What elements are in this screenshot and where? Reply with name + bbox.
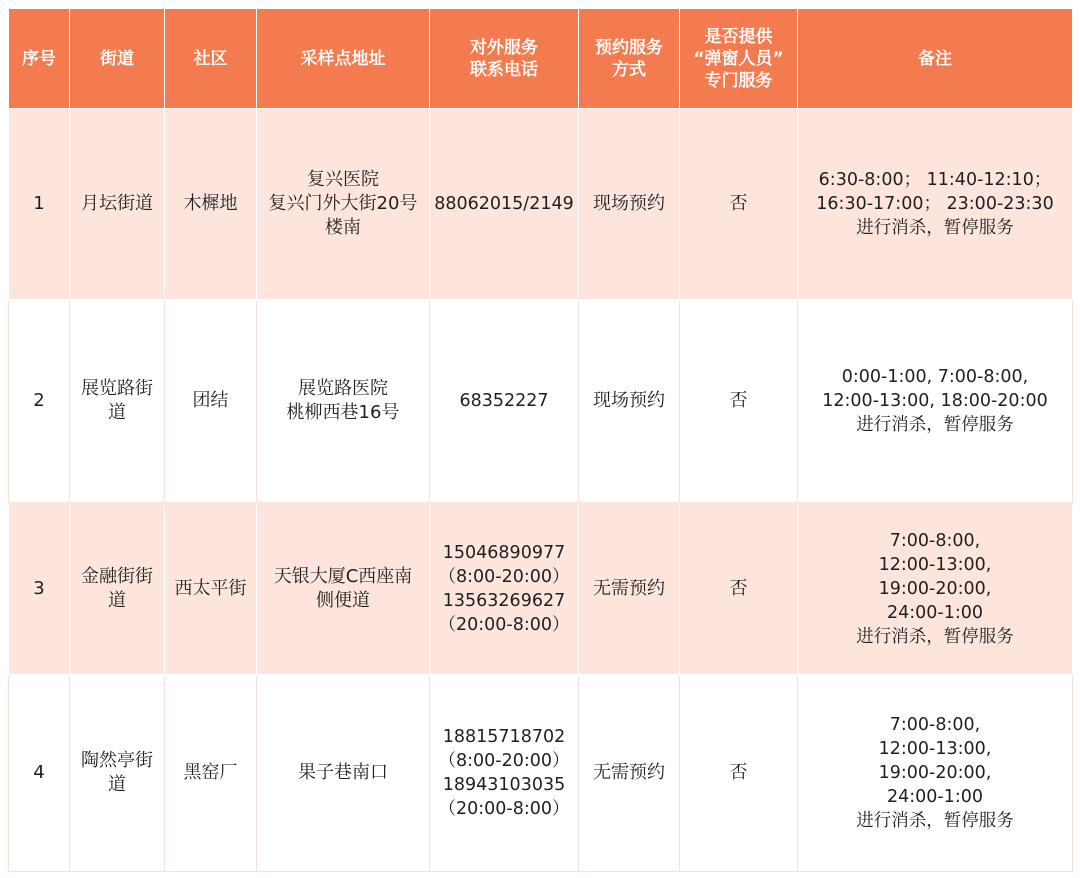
cell-no: 1 (9, 109, 70, 300)
cell-no: 3 (9, 503, 70, 675)
cell-remark: 6:30-8:00； 11:40-12:10； 16:30-17:00； 23:00-23:30 进行消杀，暂停服务 (798, 109, 1073, 300)
cell-popup-service: 否 (680, 503, 798, 675)
cell-popup-service: 否 (680, 109, 798, 300)
cell-phone: 68352227 (430, 300, 579, 503)
cell-remark: 0:00-1:00, 7:00-8:00, 12:00-13:00, 18:00-20:00 进行消杀，暂停服务 (798, 300, 1073, 503)
header-phone: 对外服务 联系电话 (430, 9, 579, 109)
cell-address: 果子巷南口 (257, 675, 430, 872)
sampling-sites-table (8, 8, 1073, 872)
header-address: 采样点地址 (257, 9, 430, 109)
table-row (9, 503, 1073, 675)
cell-street: 展览路街 道 (70, 300, 165, 503)
cell-address: 天银大厦C西座南 侧便道 (257, 503, 430, 675)
cell-community: 团结 (165, 300, 257, 503)
table-container (8, 8, 1073, 872)
cell-address: 展览路医院 桃柳西巷16号 (257, 300, 430, 503)
cell-street: 陶然亭街 道 (70, 675, 165, 872)
cell-remark: 7:00-8:00, 12:00-13:00, 19:00-20:00, 24:00-1:00 进行消杀，暂停服务 (798, 675, 1073, 872)
cell-phone: 88062015/2149 (430, 109, 579, 300)
header-booking: 预约服务 方式 (579, 9, 680, 109)
cell-no: 4 (9, 675, 70, 872)
cell-popup-service: 否 (680, 675, 798, 872)
header-community: 社区 (165, 9, 257, 109)
cell-popup-service: 否 (680, 300, 798, 503)
header-street: 街道 (70, 9, 165, 109)
cell-remark: 7:00-8:00, 12:00-13:00, 19:00-20:00, 24:00-1:00 进行消杀，暂停服务 (798, 503, 1073, 675)
table-row (9, 300, 1073, 503)
cell-community: 黑窑厂 (165, 675, 257, 872)
cell-community: 木樨地 (165, 109, 257, 300)
cell-booking: 无需预约 (579, 675, 680, 872)
cell-address: 复兴医院 复兴门外大街20号 楼南 (257, 109, 430, 300)
cell-community: 西太平街 (165, 503, 257, 675)
cell-booking: 现场预约 (579, 300, 680, 503)
table-row (9, 675, 1073, 872)
cell-street: 月坛街道 (70, 109, 165, 300)
cell-no: 2 (9, 300, 70, 503)
cell-phone: 15046890977 （8:00-20:00） 13563269627 （20:00-8:00） (430, 503, 579, 675)
header-popup-service: 是否提供 “弹窗人员” 专门服务 (680, 9, 798, 109)
cell-street: 金融街街 道 (70, 503, 165, 675)
header-remark: 备注 (798, 9, 1073, 109)
header-no: 序号 (9, 9, 70, 109)
cell-phone: 18815718702 （8:00-20:00） 18943103035 （20:00-8:00） (430, 675, 579, 872)
cell-booking: 现场预约 (579, 109, 680, 300)
table-header-row (9, 9, 1073, 109)
cell-booking: 无需预约 (579, 503, 680, 675)
table-row (9, 109, 1073, 300)
